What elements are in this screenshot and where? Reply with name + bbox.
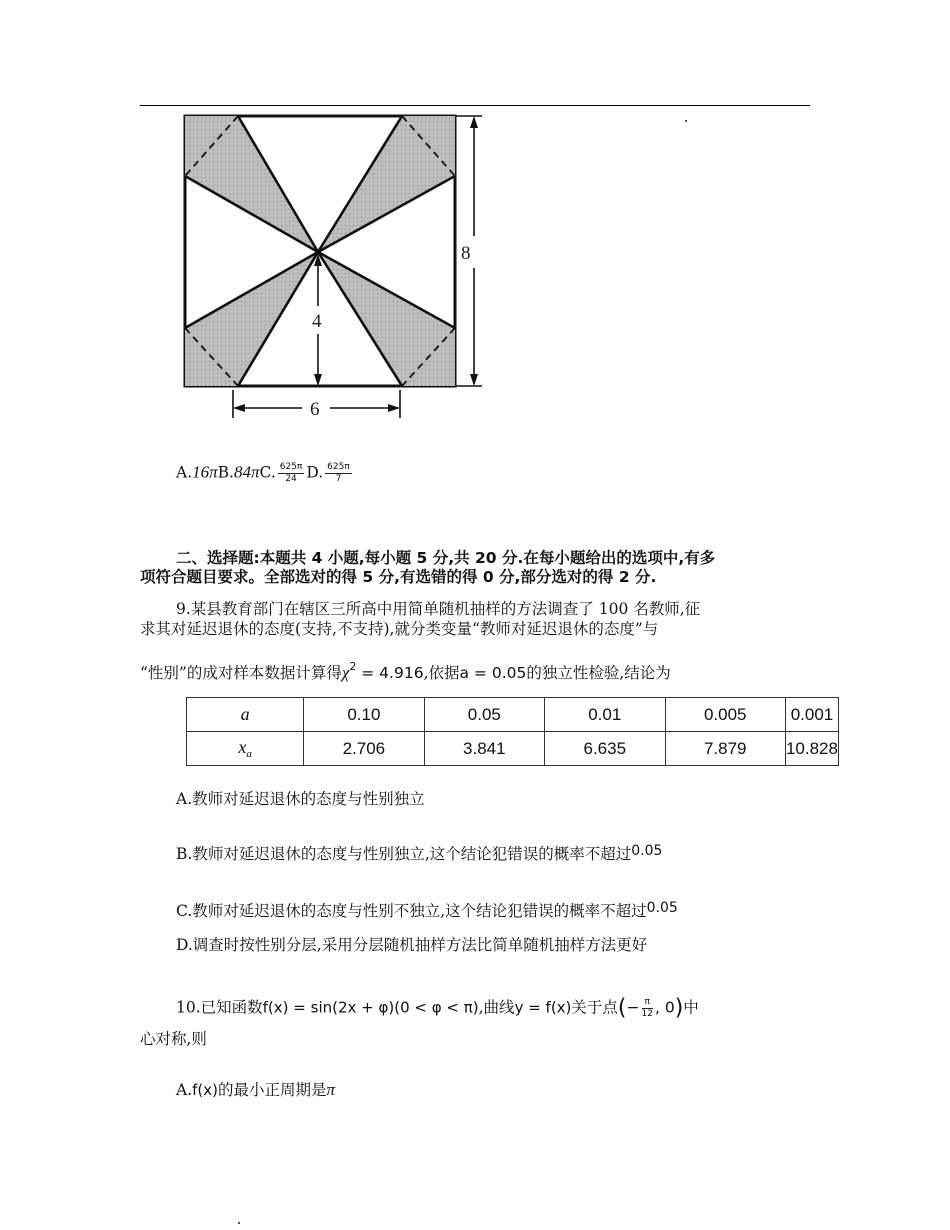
q10-line2: 心对称,则 [140, 1030, 207, 1048]
table-cell: 7.879 [665, 732, 785, 766]
inner-height-label: 4 [312, 311, 322, 332]
table-row [187, 698, 839, 732]
q9-option-c-value: 0.05 [646, 900, 678, 916]
q10-function: f(x) = sin(2x + φ)(0 < φ < π) [262, 998, 479, 1017]
table-cell: 0.10 [304, 698, 424, 732]
q10-curve: y = f(x) [514, 998, 572, 1017]
table-cell: 2.706 [304, 732, 424, 766]
table-cell: 3.841 [424, 732, 544, 766]
q8-option-c-fraction: $\frac{625\pi}{24}$ [279, 462, 303, 484]
q9-option-a: A.教师对延迟退休的态度与性别独立 [176, 790, 425, 808]
q8-options [176, 462, 354, 485]
q9-option-d: D.调查时按性别分层,采用分层随机抽样方法比简单随机抽样方法更好 [176, 936, 648, 954]
critical-value-table [186, 697, 839, 766]
chi-square-exponent: 2 [349, 660, 357, 673]
q8-option-c-prefix: C. [259, 463, 276, 482]
q9-line2: 求其对延迟退休的态度(支持,不支持),就分类变量“教师对延迟退休的态度”与 [140, 620, 659, 638]
table-cell: 0.01 [545, 698, 665, 732]
q8-option-b-prefix: B. [217, 463, 234, 482]
q9-option-b-value: 0.05 [631, 843, 663, 859]
table-cell: 0.005 [665, 698, 785, 732]
header-rule [140, 105, 810, 106]
table-row [187, 732, 839, 766]
speck [685, 120, 687, 122]
q9-line1: 9.某县教育部门在辖区三所高中用简单随机抽样的方法调查了 100 名教师,征 [176, 600, 701, 618]
width-label: 6 [310, 399, 320, 420]
alpha-equation: a = 0.05 [459, 664, 527, 682]
q9-option-b: B.教师对延迟退休的态度与性别独立,这个结论犯错误的概率不超过0.05 [176, 843, 663, 863]
q10-line1: 10.已知函数f(x) = sin(2x + φ)(0 < φ < π),曲线y = f(x)关于点(− $\frac{\pi}{12}$ , 0)中 [176, 995, 699, 1021]
q8-option-d-fraction: $\frac{625\pi}{7}$ [327, 462, 350, 484]
table-cell: 6.635 [545, 732, 665, 766]
table-cell: 10.828 [785, 732, 838, 766]
q9-line3-c: 的独立性检验,结论为 [526, 664, 671, 682]
speck [238, 1222, 240, 1224]
q9-line3-a: “性别”的成对样本数据计算得 [140, 664, 342, 682]
table-cell-header: $x_a$ [187, 732, 304, 766]
q9-option-c: C.教师对延迟退休的态度与性别不独立,这个结论犯错误的概率不超过0.05 [176, 900, 678, 920]
section2-line1: 二、选择题:本题共 4 小题,每小题 5 分,共 20 分.在每小题给出的选项中,有多 [176, 549, 716, 567]
chi-square-value: = 4.916 [356, 664, 424, 682]
geometry-figure [160, 108, 490, 428]
q8-option-a-prefix: A. [176, 463, 193, 482]
q9-line3-b: ,依据 [423, 664, 460, 682]
table-cell: a [187, 698, 304, 732]
q9-line3 [140, 657, 671, 683]
q8-option-d-prefix: D. [306, 463, 324, 482]
q8-option-b-value: 84π [233, 462, 260, 482]
height-label: 8 [461, 243, 471, 264]
q10-point-fraction: $\frac{\pi}{12}$ [641, 997, 653, 1019]
chi-square-var: χ [341, 663, 350, 682]
table-cell: 0.05 [424, 698, 544, 732]
section2-line2: 项符合题目要求。全部选对的得 5 分,有选错的得 0 分,部分选对的得 2 分. [140, 568, 657, 586]
table-cell: 0.001 [785, 698, 838, 732]
q8-option-a-value: 16π [192, 462, 218, 482]
q10-option-a: A.f(x)的最小正周期是π [176, 1080, 336, 1099]
